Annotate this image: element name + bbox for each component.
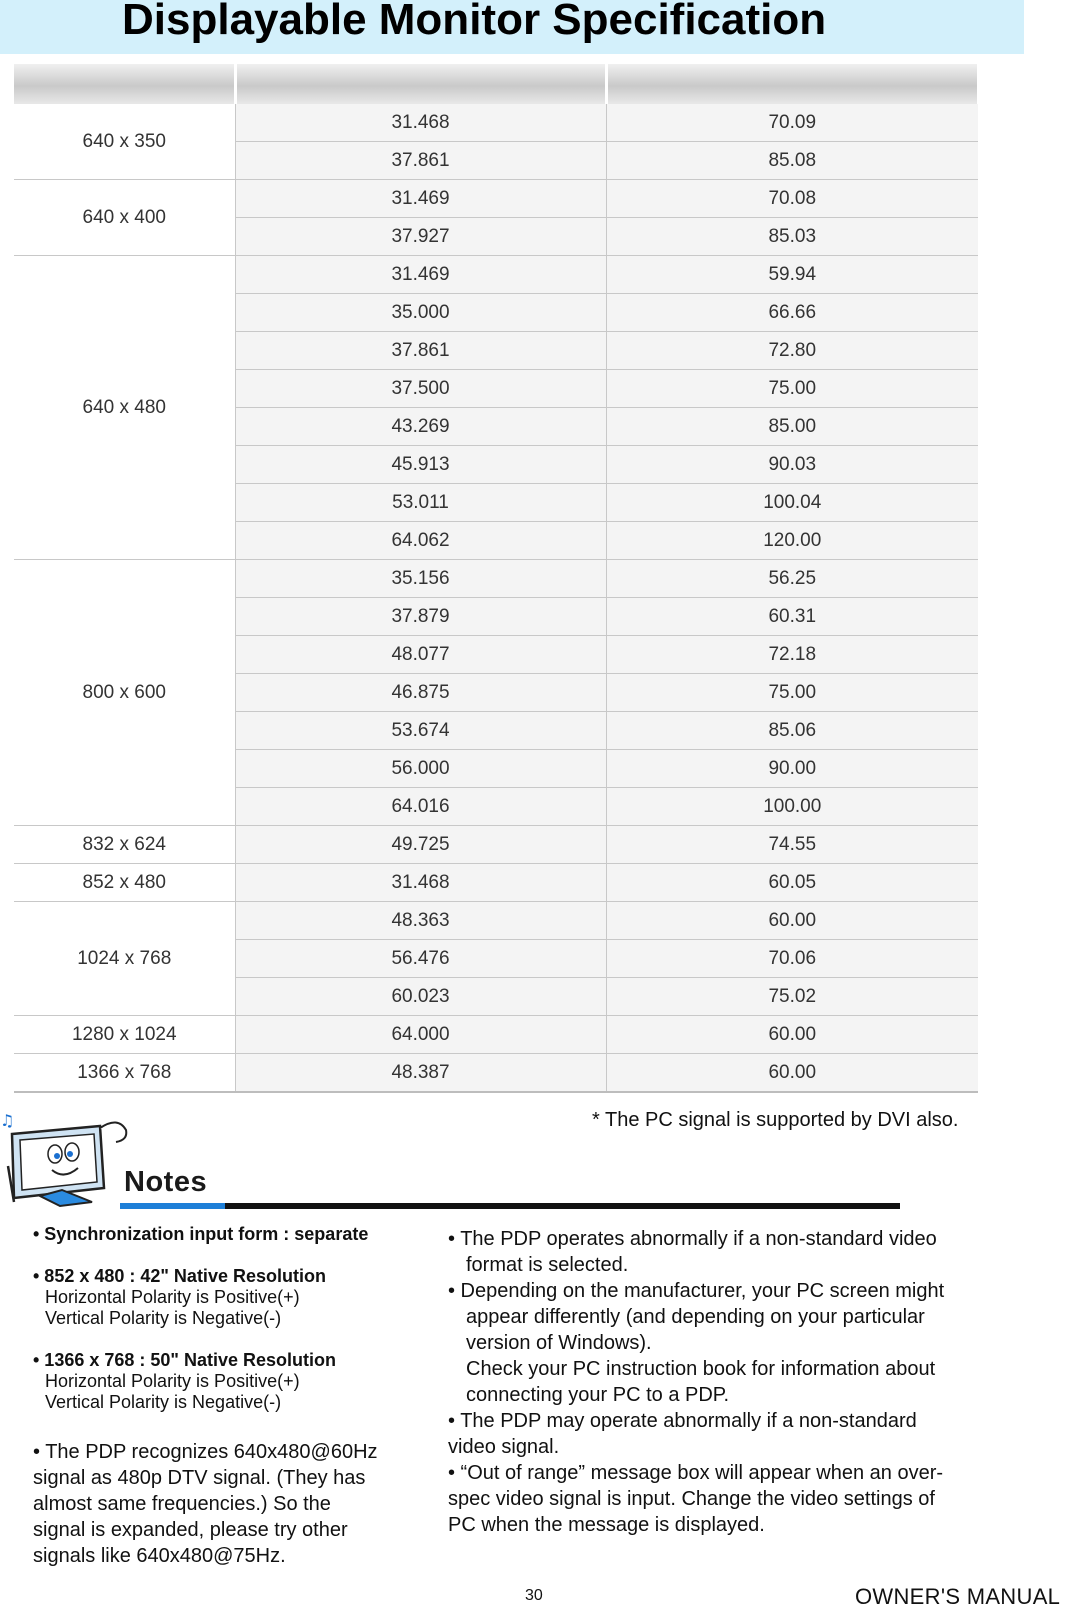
table-row bbox=[14, 1016, 978, 1054]
vertical-frequency-cell: 75.00 bbox=[606, 674, 978, 712]
tv-mascot-icon bbox=[0, 1106, 140, 1211]
title-bar bbox=[0, 0, 1024, 54]
horizontal-frequency-cell: 45.913 bbox=[235, 446, 606, 484]
nonstandard-signal-line-2: video signal. bbox=[448, 1436, 560, 1458]
out-of-range-line-2: spec video signal is input. Change the video settings of bbox=[448, 1488, 935, 1510]
svg-text:♫: ♫ bbox=[0, 1111, 15, 1130]
table-row bbox=[14, 560, 978, 598]
vertical-frequency-cell: 90.03 bbox=[606, 446, 978, 484]
depending-line-3: version of Windows). bbox=[466, 1332, 652, 1354]
table-row bbox=[14, 256, 978, 294]
spec-table bbox=[14, 64, 980, 1093]
horizontal-frequency-cell: 48.077 bbox=[235, 636, 606, 674]
vertical-frequency-cell: 72.80 bbox=[606, 332, 978, 370]
depending-line-2: appear differently (and depending on your particular bbox=[466, 1306, 925, 1328]
horizontal-frequency-cell: 53.674 bbox=[235, 712, 606, 750]
table-row bbox=[14, 180, 978, 218]
horizontal-frequency-cell: 35.156 bbox=[235, 560, 606, 598]
res42-h-polarity: Horizontal Polarity is Positive(+) bbox=[45, 1287, 300, 1307]
horizontal-frequency-cell: 56.476 bbox=[235, 940, 606, 978]
horizontal-frequency-cell: 31.469 bbox=[235, 256, 606, 294]
header-resolution bbox=[14, 64, 235, 104]
notes-header bbox=[0, 1106, 905, 1211]
vertical-frequency-cell: 100.00 bbox=[606, 788, 978, 826]
resolution-cell: 640 x 400 bbox=[14, 180, 235, 256]
res50-v-polarity: Vertical Polarity is Negative(-) bbox=[45, 1392, 282, 1412]
vertical-frequency-cell: 60.05 bbox=[606, 864, 978, 902]
recognize-line-1: • The PDP recognizes 640x480@60Hz bbox=[33, 1441, 378, 1463]
sync-note: • Synchronization input form : separate bbox=[33, 1224, 369, 1244]
res42-title: • 852 x 480 : 42" Native Resolution bbox=[33, 1266, 326, 1286]
vertical-frequency-cell: 75.00 bbox=[606, 370, 978, 408]
horizontal-frequency-cell: 31.468 bbox=[235, 104, 606, 142]
resolution-cell: 852 x 480 bbox=[14, 864, 235, 902]
out-of-range-line-3: PC when the message is displayed. bbox=[448, 1514, 765, 1536]
horizontal-frequency-cell: 43.269 bbox=[235, 408, 606, 446]
horizontal-frequency-cell: 31.469 bbox=[235, 180, 606, 218]
nonstandard-format-line-2: format is selected. bbox=[466, 1254, 629, 1276]
table-row bbox=[14, 1054, 978, 1093]
res42-v-polarity: Vertical Polarity is Negative(-) bbox=[45, 1308, 282, 1328]
out-of-range-line-1: • “Out of range” message box will appear when an over- bbox=[448, 1462, 944, 1484]
horizontal-frequency-cell: 35.000 bbox=[235, 294, 606, 332]
res50-h-polarity: Horizontal Polarity is Positive(+) bbox=[45, 1371, 300, 1391]
horizontal-frequency-cell: 37.500 bbox=[235, 370, 606, 408]
page-number: 30 bbox=[525, 1587, 543, 1604]
vertical-frequency-cell: 85.06 bbox=[606, 712, 978, 750]
page-title: Displayable Monitor Specification bbox=[122, 0, 827, 44]
header-vertical bbox=[606, 64, 978, 104]
vertical-frequency-cell: 85.08 bbox=[606, 142, 978, 180]
vertical-frequency-cell: 85.03 bbox=[606, 218, 978, 256]
vertical-frequency-cell: 60.00 bbox=[606, 1054, 978, 1093]
horizontal-frequency-cell: 64.016 bbox=[235, 788, 606, 826]
resolution-cell: 832 x 624 bbox=[14, 826, 235, 864]
spec-table-body bbox=[14, 104, 978, 1092]
notes-left-column bbox=[33, 1223, 423, 1569]
recognize-line-3: almost same frequencies.) So the bbox=[33, 1493, 331, 1515]
resolution-cell: 1366 x 768 bbox=[14, 1054, 235, 1093]
check-line-1: Check your PC instruction book for information about bbox=[466, 1358, 936, 1380]
vertical-frequency-cell: 85.00 bbox=[606, 408, 978, 446]
resolution-cell: 1024 x 768 bbox=[14, 902, 235, 1016]
vertical-frequency-cell: 60.00 bbox=[606, 902, 978, 940]
horizontal-frequency-cell: 37.861 bbox=[235, 142, 606, 180]
horizontal-frequency-cell: 56.000 bbox=[235, 750, 606, 788]
recognize-line-2: signal as 480p DTV signal. (They has bbox=[33, 1467, 366, 1489]
vertical-frequency-cell: 56.25 bbox=[606, 560, 978, 598]
vertical-frequency-cell: 70.09 bbox=[606, 104, 978, 142]
table-row bbox=[14, 826, 978, 864]
header-horizontal bbox=[235, 64, 606, 104]
depending-line-1: • Depending on the manufacturer, your PC screen might bbox=[448, 1280, 945, 1302]
footer-manual-label: OWNER'S MANUAL bbox=[855, 1584, 1061, 1609]
vertical-frequency-cell: 90.00 bbox=[606, 750, 978, 788]
horizontal-frequency-cell: 48.387 bbox=[235, 1054, 606, 1093]
horizontal-frequency-cell: 37.879 bbox=[235, 598, 606, 636]
vertical-frequency-cell: 70.08 bbox=[606, 180, 978, 218]
vertical-frequency-cell: 70.06 bbox=[606, 940, 978, 978]
recognize-line-5: signals like 640x480@75Hz. bbox=[33, 1545, 286, 1567]
horizontal-frequency-cell: 31.468 bbox=[235, 864, 606, 902]
horizontal-frequency-cell: 60.023 bbox=[235, 978, 606, 1016]
nonstandard-signal-line-1: • The PDP may operate abnormally if a non-standard bbox=[448, 1410, 917, 1432]
horizontal-frequency-cell: 37.927 bbox=[235, 218, 606, 256]
vertical-frequency-cell: 60.00 bbox=[606, 1016, 978, 1054]
table-header-row bbox=[14, 64, 978, 104]
check-line-2: connecting your PC to a PDP. bbox=[466, 1384, 730, 1406]
vertical-frequency-cell: 75.02 bbox=[606, 978, 978, 1016]
resolution-cell: 640 x 480 bbox=[14, 256, 235, 560]
horizontal-frequency-cell: 64.062 bbox=[235, 522, 606, 560]
resolution-cell: 800 x 600 bbox=[14, 560, 235, 826]
recognize-line-4: signal is expanded, please try other bbox=[33, 1519, 348, 1541]
horizontal-frequency-cell: 53.011 bbox=[235, 484, 606, 522]
vertical-frequency-cell: 66.66 bbox=[606, 294, 978, 332]
vertical-frequency-cell: 59.94 bbox=[606, 256, 978, 294]
notes-label: Notes bbox=[124, 1166, 208, 1198]
table-row bbox=[14, 864, 978, 902]
notes-right-column bbox=[448, 1226, 1008, 1538]
vertical-frequency-cell: 120.00 bbox=[606, 522, 978, 560]
notes-divider bbox=[120, 1203, 900, 1209]
table-row bbox=[14, 902, 978, 940]
horizontal-frequency-cell: 48.363 bbox=[235, 902, 606, 940]
vertical-frequency-cell: 60.31 bbox=[606, 598, 978, 636]
resolution-cell: 1280 x 1024 bbox=[14, 1016, 235, 1054]
table-row bbox=[14, 104, 978, 142]
vertical-frequency-cell: 72.18 bbox=[606, 636, 978, 674]
resolution-cell: 640 x 350 bbox=[14, 104, 235, 180]
horizontal-frequency-cell: 49.725 bbox=[235, 826, 606, 864]
horizontal-frequency-cell: 37.861 bbox=[235, 332, 606, 370]
horizontal-frequency-cell: 46.875 bbox=[235, 674, 606, 712]
vertical-frequency-cell: 100.04 bbox=[606, 484, 978, 522]
vertical-frequency-cell: 74.55 bbox=[606, 826, 978, 864]
horizontal-frequency-cell: 64.000 bbox=[235, 1016, 606, 1054]
nonstandard-format-line-1: • The PDP operates abnormally if a non-standard video bbox=[448, 1228, 937, 1250]
res50-title: • 1366 x 768 : 50" Native Resolution bbox=[33, 1350, 336, 1370]
dvi-note: * The PC signal is supported by DVI also. bbox=[592, 1109, 959, 1131]
